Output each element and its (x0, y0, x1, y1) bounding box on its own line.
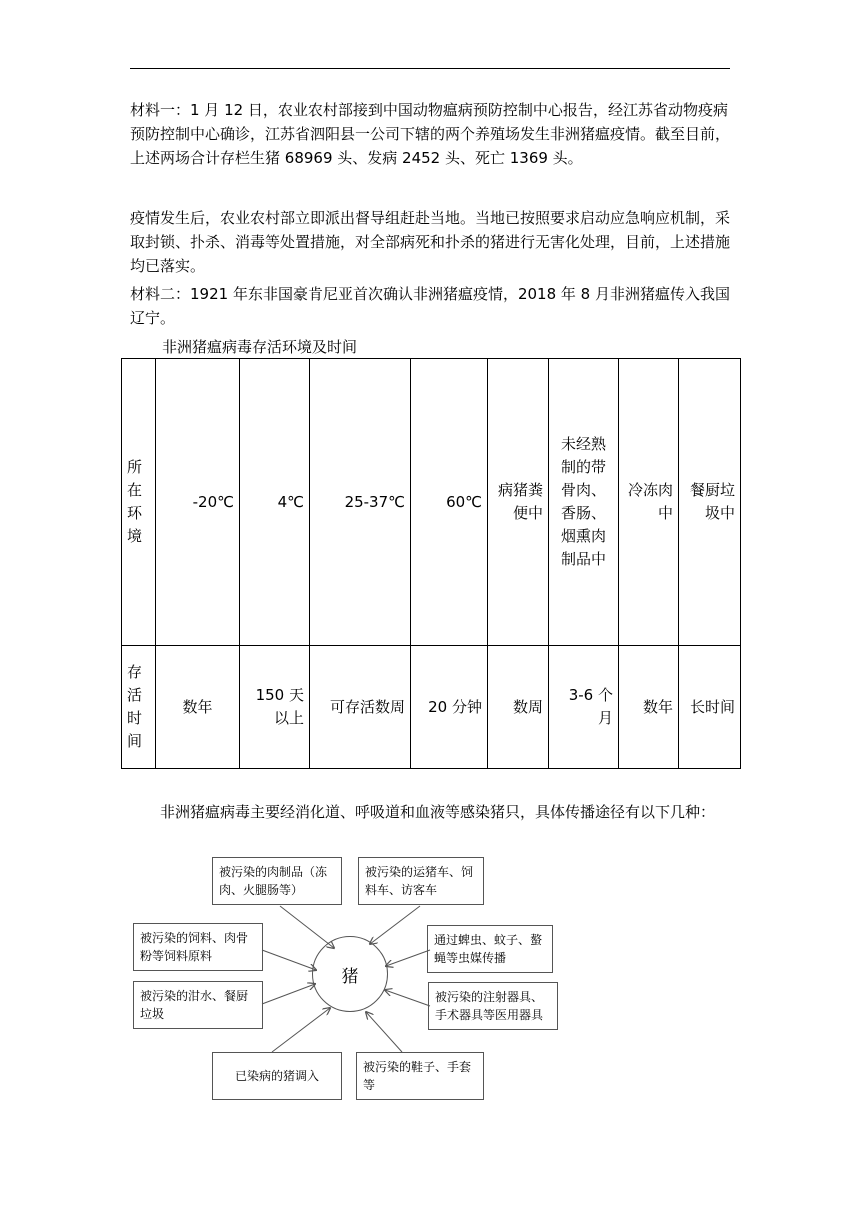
env-cell: 未经熟制的带骨肉、香肠、烟熏肉制品中 (549, 359, 619, 646)
row-header-survival-time: 存活时间 (122, 646, 156, 769)
time-cell: 可存活数周 (310, 646, 411, 769)
env-cell: 60℃ (411, 359, 488, 646)
material-one-paragraph: 材料一：1 月 12 日，农业农村部接到中国动物瘟病预防控制中心报告，经江苏省动物疫病预防控制中心确诊，江苏省泗阳县一公司下辖的两个养殖场发生非洲猪瘟疫情。截至目前，上述两场合计存栏生猪 68969 头、发病 2452 头、死亡 1369 头。 (130, 101, 731, 167)
env-cell: 病猪粪便中 (488, 359, 549, 646)
arrow-feed (262, 950, 316, 970)
arrow-shoes (366, 1012, 402, 1052)
time-cell: 150 天以上 (240, 646, 310, 769)
arrow-water (262, 984, 315, 1004)
source-shoes-box: 被污染的鞋子、手套等 (356, 1052, 484, 1100)
table-caption: 非洲猪瘟病毒存活环境及时间 (162, 338, 358, 356)
pig-center-circle: 猪 (312, 936, 388, 1012)
source-meat-box: 被污染的肉制品（冻肉、火腿肠等） (212, 857, 342, 905)
time-cell: 数年 (619, 646, 679, 769)
arrow-medical (385, 990, 430, 1006)
source-insect-box: 通过蜱虫、蚊子、螯蝇等虫媒传播 (427, 925, 553, 973)
material-one-paragraph-2: 疫情发生后，农业农村部立即派出督导组赶赴当地。当地已按照要求启动应急响应机制，采取封锁、扑杀、消毒等处置措施，对全部病死和扑杀的猪进行无害化处理，目前，上述措施均已落实。 (130, 209, 731, 275)
arrow-pig (272, 1008, 330, 1052)
source-vehicle-box: 被污染的运猪车、饲料车、访客车 (358, 857, 484, 905)
source-infected-pig-box: 已染病的猪调入 (212, 1052, 342, 1100)
source-medical-box: 被污染的注射器具、手术器具等医用器具 (428, 982, 558, 1030)
time-cell: 数周 (488, 646, 549, 769)
time-cell: 3-6 个月 (549, 646, 619, 769)
env-cell: 餐厨垃圾中 (679, 359, 741, 646)
time-cell: 20 分钟 (411, 646, 488, 769)
source-feed-box: 被污染的饲料、肉骨粉等饲料原料 (133, 923, 263, 971)
env-cell: 冷冻肉中 (619, 359, 679, 646)
arrow-insect (386, 950, 430, 966)
env-cell: 4℃ (240, 359, 310, 646)
time-cell: 长时间 (679, 646, 741, 769)
arrow-meat (280, 906, 334, 948)
material-two-paragraph: 材料二：1921 年东非国豪肯尼亚首次确认非洲猪瘟疫情，2018 年 8 月非洲猪瘟传入我国辽宁。 (130, 285, 730, 327)
time-cell: 数年 (156, 646, 240, 769)
arrow-vehicle (370, 906, 420, 944)
transmission-intro: 非洲猪瘟病毒主要经消化道、呼吸道和血液等感染猪只，具体传播途径有以下几种： (160, 803, 716, 821)
env-cell: 25-37℃ (310, 359, 411, 646)
source-water-box: 被污染的泔水、餐厨垃圾 (133, 981, 263, 1029)
row-header-environment: 所在环境 (122, 359, 156, 646)
env-cell: -20℃ (156, 359, 240, 646)
